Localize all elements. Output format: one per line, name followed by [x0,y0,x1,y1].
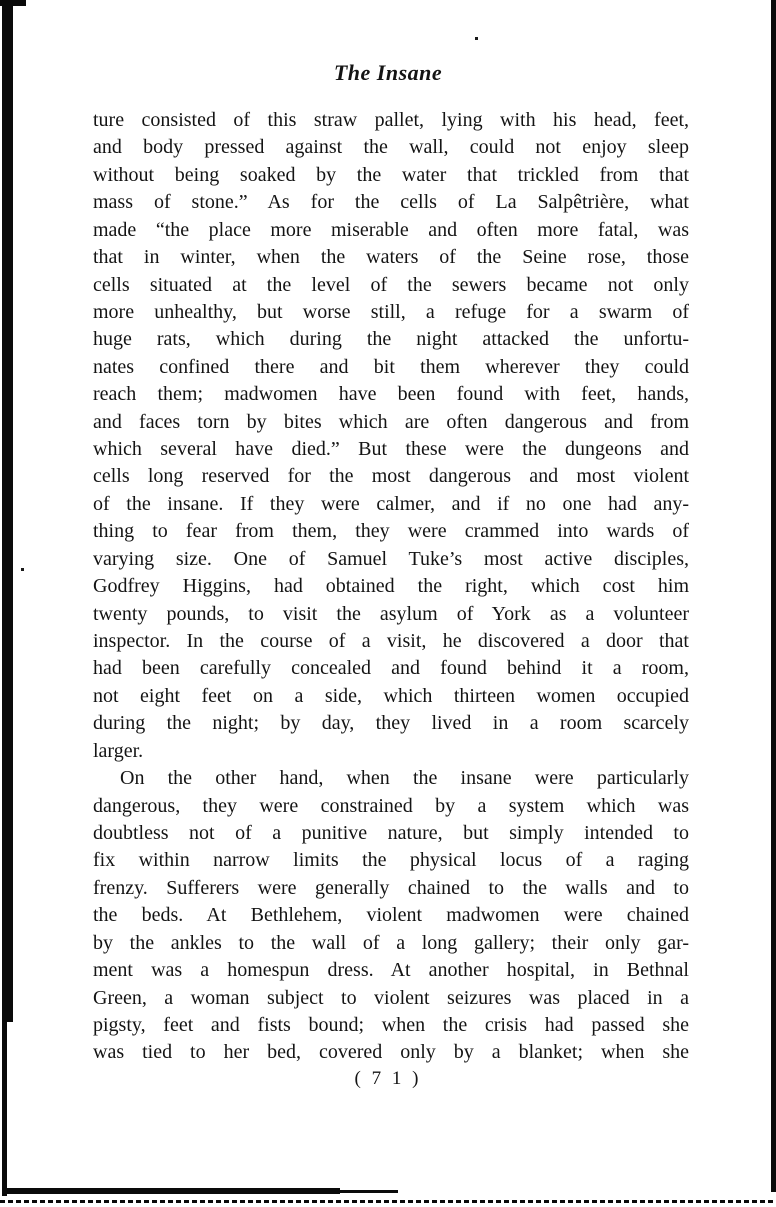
body-text [93,107,689,1067]
text-line: by the ankles to the wall of a long gallery; their only gar- [93,931,689,954]
scan-speck-top [475,37,478,40]
text-line: Godfrey Higgins, had obtained the right, which cost him [93,575,689,598]
text-line: reach them; madwomen have been found with feet, hands, [93,383,689,406]
text-line: Green, a woman subject to violent seizures was placed in a [93,986,689,1009]
text-line: made “the place more miserable and often more fatal, was [93,218,689,241]
text-line: nates confined there and bit them wherever they could [93,355,689,378]
text-line: frenzy. Sufferers were generally chained to the walls and to [93,876,689,899]
running-header: The Insane [333,60,443,85]
text-line: without being soaked by the water that trickled from that [93,163,689,186]
text-line: mass of stone.” As for the cells of La Salpêtrière, what [93,191,689,214]
text-line: cells long reserved for the most dangerous and most violent [93,465,689,488]
text-line: doubtless not of a punitive nature, but simply intended to [93,821,689,844]
right-edge-scan-bar [771,0,776,1192]
text-line: ment was a homespun dress. At another hospital, in Bethnal [93,959,689,982]
scan-speck-left-margin [21,568,24,571]
left-edge-scan-bar [2,0,13,1022]
text-line: thing to fear from them, they were crammed into wards of [93,520,689,543]
bottom-scan-line [7,1188,340,1194]
text-line: cells situated at the level of the sewers became not only [93,273,689,296]
text-line: the beds. At Bethlehem, violent madwomen were chained [93,904,689,927]
text-line: twenty pounds, to visit the asylum of York as a volunteer [93,602,689,625]
text-line: was tied to her bed, covered only by a blanket; when she [93,1041,689,1064]
text-line: during the night; by day, they lived in a room scarcely [93,712,689,735]
text-line: had been carefully concealed and found behind it a room, [93,657,689,680]
text-line: dangerous, they were constrained by a system which was [93,794,689,817]
text-line: that in winter, when the waters of the Seine rose, those [93,246,689,269]
text-line: inspector. In the course of a visit, he discovered a door that [93,630,689,653]
text-line: huge rats, which during the night attacked the unfortu- [93,328,689,351]
top-left-corner-mark [0,0,26,6]
bottom-dashed-scan-line [0,1200,776,1203]
text-line: varying size. One of Samuel Tuke’s most active disciples, [93,547,689,570]
text-line: more unhealthy, but worse still, a refuge for a swarm of [93,300,689,323]
text-line: and faces torn by bites which are often dangerous and from [93,410,689,433]
bottom-scan-line-extension [340,1190,398,1193]
text-line: pigsty, feet and fists bound; when the crisis had passed she [93,1013,689,1036]
text-line: On the other hand, when the insane were particularly [120,767,689,790]
text-line: fix within narrow limits the physical locus of a raging [93,849,689,872]
text-line: larger. [93,739,144,762]
text-line: of the insane. If they were calmer, and if no one had any- [93,492,689,515]
left-edge-scan-bar-lower [2,1022,7,1196]
text-line: and body pressed against the wall, could not enjoy sleep [93,136,689,159]
page-number: ( 7 1 ) [354,1068,422,1089]
text-line: ture consisted of this straw pallet, lying with his head, feet, [93,109,689,131]
text-line: not eight feet on a side, which thirteen women occupied [93,684,689,707]
text-line: which several have died.” But these were the dungeons and [93,438,689,461]
